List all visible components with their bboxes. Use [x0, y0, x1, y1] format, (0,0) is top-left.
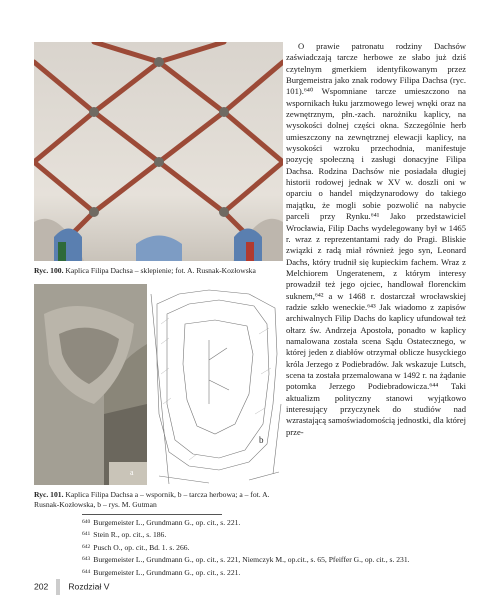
- footnote-text: Stein R., op. cit., s. 186.: [93, 530, 167, 540]
- footnote-text: Burgemeister L., Grundmann G., op. cit., s. 221.: [93, 518, 241, 527]
- footnote-text: Burgemeister L., Grundmann G., op. cit., s. 221.: [93, 567, 241, 577]
- figure-101-text: Kaplica Filipa Dachsa a – wspornik, b – tarcza herbowa; a – fot. A. Rusnak-Kozłowska, b – rys. M. Gutman: [34, 490, 270, 509]
- body-paragraph: O prawie patronatu rodziny Dachsów zaświadczają tarcze herbowe ze słabo już dziś czytelnym gmerkiem identyfikowanym przez Burgemeistra jako znak rodowy Filipa Dachsa (ryc. 101).⁶⁴⁰ Wspomniane tarcze umieszczono na wspornikach łuku jarzmowego lewej wnęki oraz na zewnętrznym, płn.-zach. narożniku kaplicy, na wysokości dolnej części okna. Szczególnie herb umieszczony na zewnętrznej elewacji kaplicy, na wysokości wzroku przechodnia, manifestuje pozycję społeczną i zasługi donacyjne Filipa Dachsa. Rodzina Dachsów nie posiadała długiej historii rodowej jednak w XV w. doszli oni w oparciu o handel międzynarodowy do takiego majątku, że mogli sobie pozwolić na nabycie parceli przy Rynku.⁶⁴¹ Jako przedstawiciel Wrocławia, Filip Dachs wydelegowany był w 1465 r. wraz z reprezentantami rady do Pragi. Bliskie związki z radą miał również jego syn, Leonard Dachs, który trudnił się kupieckim fachem. Wraz z Melchiorem Ungeratenem, z którym interesy prowadził też jego ojciec, handlował florenckim suknem,⁶⁴² a w 1468 r. dostarczał wrocławskiej radzie szkło weneckie.⁶⁴³ Jak wiadomo z zapisów archiwalnych Filip Dachs do kaplicy ufundował też ołtarz św. Andrzeja Apostoła, ponadto w kaplicy namalowana została scena Sądu Ostatecznego, w której jeden z diabłów otrzymał oblicze husyckiego króla Jerzego z Podiebradów. Jak wskazuje Lutsch, scena ta została przemalowana w 1492 r. na żądanie potomka Jerzego Podiebradowicza.⁶⁴⁴ Taki aktualizm polityczny stanowi wyjątkowo interesujący przyczynek do studiów nad wzrastającą samoświadomością jednostki, dla której prze-: [286, 41, 466, 437]
- page-number: 202: [34, 581, 49, 592]
- footnote-640: [82, 517, 472, 529]
- footnote-number: 640: [82, 519, 91, 525]
- footnote-number: 644: [82, 568, 91, 575]
- coat-of-arms-drawing: [149, 284, 283, 485]
- footnote-separator: [82, 514, 222, 515]
- footer-divider: [56, 579, 60, 595]
- footnote-text: Burgemeister L., Grundmann G., op. cit., s. 221, Niemczyk M., op.cit., s. 65, Pfeiffer G., op. cit., s. 231.: [93, 555, 410, 565]
- figure-100-caption: [34, 266, 286, 276]
- figure-100-text: Kaplica Filipa Dachsa – sklepienie; fot. A. Rusnak-Kozłowska: [63, 266, 256, 275]
- footnotes: [82, 517, 472, 579]
- coat-of-arms-sketch: [149, 284, 283, 485]
- body-text-column: [286, 41, 466, 438]
- footnote-641: [82, 529, 472, 541]
- footnote-text: Pusch O., op. cit., Bd. 1. s. 266.: [93, 542, 190, 552]
- page-footer: [34, 579, 109, 595]
- footnote-642: [82, 542, 472, 554]
- footnote-number: 643: [82, 556, 91, 563]
- corbel-photo: [34, 284, 147, 485]
- figure-101-label-a: a: [130, 468, 134, 477]
- figure-101-caption: [34, 490, 286, 509]
- vault-photo: [34, 42, 283, 261]
- figure-101-label-b: b: [259, 435, 264, 445]
- corbel-photo-drawing: [34, 284, 147, 485]
- chapter-name: Rozdział V: [68, 581, 110, 592]
- footnote-number: 641: [82, 531, 91, 538]
- footnote-number: 642: [82, 543, 91, 550]
- figure-101-number: Ryc. 101.: [34, 490, 64, 499]
- figure-100-number: Ryc. 100.: [34, 266, 64, 275]
- footnote-644: [82, 567, 472, 579]
- footnote-643: [82, 554, 472, 566]
- vault-photo-drawing: [34, 42, 283, 261]
